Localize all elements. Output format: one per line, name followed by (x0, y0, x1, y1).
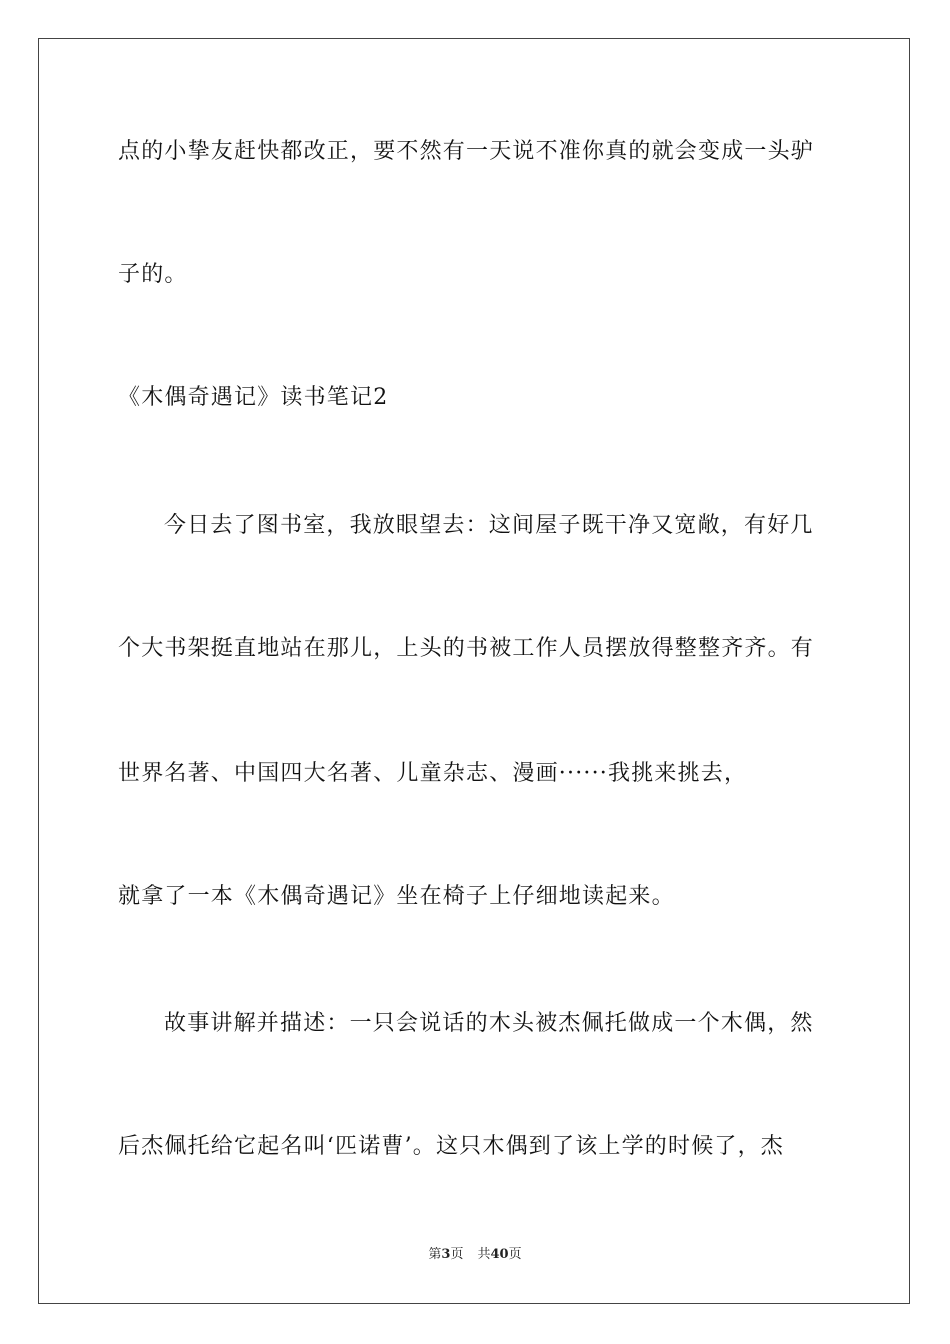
text-line-1: 点的小挚友赶快都改正，要不然有一天说不准你真的就会变成一头驴 (118, 139, 815, 164)
text-line-3: 今日去了图书室，我放眼望去：这间屋子既干净又宽敞，有好几 (164, 513, 814, 538)
page-footer (0, 1247, 950, 1263)
page-number: 3 (441, 1247, 451, 1262)
text-line-5: 世界名著、中国四大名著、儿童杂志、漫画······我挑来挑去， (118, 761, 748, 786)
section-heading: 《木偶奇遇记》读书笔记2 (118, 385, 389, 410)
total-suffix: 页 (508, 1247, 522, 1262)
text-line-7: 故事讲解并描述：一只会说话的木头被杰佩托做成一个木偶，然 (164, 1011, 814, 1036)
text-line-4: 个大书架挺直地站在那儿，上头的书被工作人员摆放得整整齐齐。有 (118, 636, 815, 661)
page-suffix: 页 (450, 1247, 464, 1262)
text-line-2: 子的。 (118, 262, 188, 287)
total-pages: 40 (490, 1247, 509, 1262)
text-line-6: 就拿了一本《木偶奇遇记》坐在椅子上仔细地读起来。 (118, 884, 675, 909)
total-prefix: 共 (477, 1247, 491, 1262)
page-prefix: 第 (428, 1247, 442, 1262)
page-border (38, 38, 910, 1304)
text-line-8: 后杰佩托给它起名叫‘匹诺曹’。这只木偶到了该上学的时候了，杰 (118, 1134, 784, 1159)
